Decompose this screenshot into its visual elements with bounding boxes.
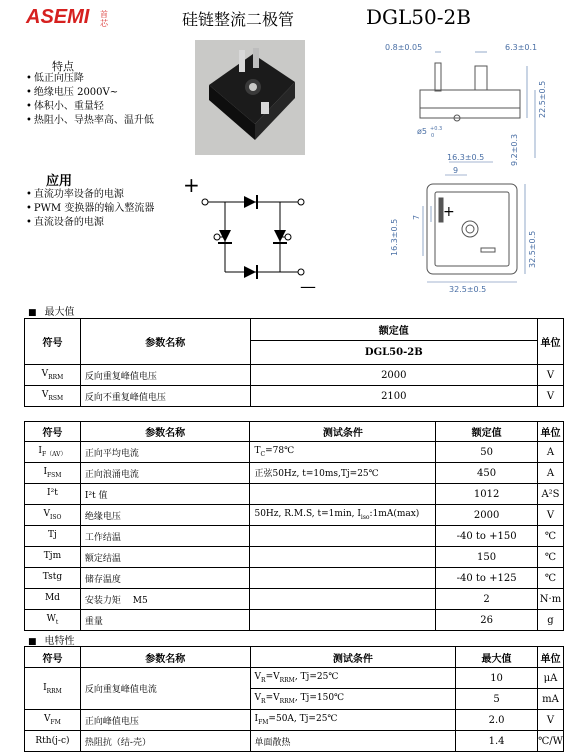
table-row xyxy=(25,463,564,484)
param-name: 热阻抗（结-壳） xyxy=(80,731,250,752)
param-value: 1012 xyxy=(436,484,538,505)
param-value: 2.0 xyxy=(456,710,538,731)
table-row xyxy=(25,505,564,526)
col-unit: 单位 xyxy=(537,647,563,668)
param-symbol: $I_{F(AV)}$ xyxy=(25,442,81,463)
package-dimension-drawing xyxy=(375,38,570,298)
param-value: 450 xyxy=(436,463,538,484)
param-symbol: Rth(j-c) xyxy=(25,731,81,752)
param-unit: V xyxy=(538,386,564,407)
param-name: 安装力矩 M5 xyxy=(80,589,250,610)
brand-logo-cn: 首芯 xyxy=(100,10,108,28)
electrical-section-title: ■ 电特性 xyxy=(28,632,75,647)
table-row: $V_{RSM}$ 反向不重复峰值电压 2100 V xyxy=(25,386,564,407)
param-name: I²t 值 xyxy=(80,484,250,505)
param-symbol: Md xyxy=(25,589,81,610)
table-row: $I_{RRM}$ 反向重复峰值电流 $V_R=V_{RRM}$, Tj=25℃ 10 μA xyxy=(25,668,564,689)
part-number: DGL50-2B xyxy=(366,5,471,29)
param-value: -40 to +150 xyxy=(436,526,538,547)
col-unit: 单位 xyxy=(538,319,564,365)
dim-hole: ø5 xyxy=(417,127,427,136)
table-row xyxy=(25,568,564,589)
col-param: 参数名称 xyxy=(80,422,250,442)
max-ratings-section-title: ■ 最大值 xyxy=(28,303,75,318)
param-unit: μA xyxy=(537,668,563,689)
features-list xyxy=(26,72,154,128)
dim-hole-tol-top: +0.3 xyxy=(430,126,443,132)
application-item: • PWM 变换器的输入整流器 xyxy=(26,202,154,216)
dim-lead-thickness: 0.8±0.05 xyxy=(385,43,423,52)
max-ratings-table xyxy=(24,318,564,407)
param-value: 2000 xyxy=(436,505,538,526)
brand-logo: ASEMI xyxy=(26,6,90,28)
param-condition xyxy=(250,589,436,610)
dim-body-height: 22.5±0.5 xyxy=(538,80,547,118)
param-symbol: I²t xyxy=(25,484,81,505)
param-unit: ℃ xyxy=(537,568,563,589)
param-value: 5 xyxy=(456,689,538,710)
param-name: 正向浪涌电流 xyxy=(80,463,250,484)
param-unit: mA xyxy=(537,689,563,710)
param-condition: 正弦50Hz, t=10ms,Tj=25℃ xyxy=(250,463,436,484)
feature-item: • 体积小、重量轻 xyxy=(26,100,154,114)
product-photo xyxy=(195,40,305,155)
feature-item: • 绝缘电压 2000V~ xyxy=(26,86,154,100)
param-unit: g xyxy=(537,610,563,631)
table-row: $V_{RRM}$ 反向重复峰值电压 2000 V xyxy=(25,365,564,386)
param-name: 反向重复峰值电压 xyxy=(80,365,250,386)
col-unit: 单位 xyxy=(537,422,563,442)
plus-terminal-label: + xyxy=(183,173,200,197)
feature-item: • 低正向压降 xyxy=(26,72,154,86)
param-condition xyxy=(250,484,436,505)
col-param: 参数名称 xyxy=(80,647,250,668)
param-name: 额定结温 xyxy=(80,547,250,568)
col-part: DGL50-2B xyxy=(250,341,537,365)
param-symbol: Tj xyxy=(25,526,81,547)
applications-heading: 应用 xyxy=(46,174,73,189)
col-symbol: 符号 xyxy=(25,647,81,668)
param-name: 正向平均电流 xyxy=(80,442,250,463)
param-condition xyxy=(250,610,436,631)
applications-list xyxy=(26,188,154,230)
param-unit: V xyxy=(537,505,563,526)
param-value: 26 xyxy=(436,610,538,631)
dim-lead-width: 6.3±0.1 xyxy=(505,43,538,52)
document-title: 硅链整流二极管 xyxy=(182,10,295,29)
application-item: • 直流设备的电源 xyxy=(26,216,154,230)
table-row xyxy=(25,610,564,631)
features-heading: 特点 xyxy=(52,60,74,73)
param-condition: 单面散热 xyxy=(250,731,456,752)
dim-top-width: 16.3±0.5 xyxy=(447,153,485,162)
param-value: 10 xyxy=(456,668,538,689)
col-rated: 额定值 xyxy=(436,422,538,442)
table-row xyxy=(25,547,564,568)
param-condition: 50Hz, R.M.S, t=1min, $I_{iso}:1mA(\max)$ xyxy=(250,505,436,526)
col-condition: 测试条件 xyxy=(250,647,456,668)
param-name: 工作结温 xyxy=(80,526,250,547)
param-name: 重量 xyxy=(80,610,250,631)
svg-text:+: + xyxy=(443,204,455,220)
param-symbol: $V_{ISO}$ xyxy=(25,505,81,526)
col-max: 最大值 xyxy=(456,647,538,668)
param-symbol: $W_t$ xyxy=(25,610,81,631)
application-item: • 直流功率设备的电源 xyxy=(26,188,154,202)
dim-package-width: 32.5±0.5 xyxy=(449,285,487,294)
minus-terminal-label: — xyxy=(300,277,316,296)
param-value: 2100 xyxy=(250,386,537,407)
param-unit: A xyxy=(537,463,563,484)
param-value: 50 xyxy=(436,442,538,463)
bridge-circuit-diagram xyxy=(180,172,330,297)
param-unit: ℃ xyxy=(537,547,563,568)
param-name: 绝缘电压 xyxy=(80,505,250,526)
param-condition xyxy=(250,526,436,547)
col-symbol: 符号 xyxy=(25,422,81,442)
param-value: 1.4 xyxy=(456,731,538,752)
dim-pin-small: 7 xyxy=(412,214,421,220)
electrical-table xyxy=(24,646,564,752)
dim-package-height: 32.5±0.5 xyxy=(528,230,537,268)
table-row: $V_R=V_{RRM}$, Tj=150℃ 5 mA xyxy=(25,689,564,710)
table-row xyxy=(25,589,564,610)
param-symbol: Tstg xyxy=(25,568,81,589)
param-condition xyxy=(250,568,436,589)
param-unit: N·m xyxy=(537,589,563,610)
param-value: 2 xyxy=(436,589,538,610)
param-condition: $T_C=78℃$ xyxy=(250,442,436,463)
col-symbol: 符号 xyxy=(25,319,81,365)
dim-pin-offset: 9 xyxy=(453,166,459,175)
param-unit: A xyxy=(537,442,563,463)
param-unit: V xyxy=(538,365,564,386)
dim-side-height: 16.3±0.5 xyxy=(390,218,399,256)
param-value: -40 to +125 xyxy=(436,568,538,589)
param-unit: V xyxy=(537,710,563,731)
table-row: $V_{FM}$ 正向峰值电压 $I_{FM}=50A$, Tj=25℃ 2.0 V xyxy=(25,710,564,731)
dim-hole-tol-bot: 0 xyxy=(431,133,435,139)
param-value: 150 xyxy=(436,547,538,568)
table-row xyxy=(25,731,564,752)
param-symbol: $I_{FSM}$ xyxy=(25,463,81,484)
col-condition: 测试条件 xyxy=(250,422,436,442)
param-name: 正向峰值电压 xyxy=(80,710,250,731)
ratings-table xyxy=(24,421,564,631)
param-name: 反向重复峰值电流 xyxy=(80,668,250,710)
param-unit: A²S xyxy=(537,484,563,505)
col-param: 参数名称 xyxy=(80,319,250,365)
table-row xyxy=(25,526,564,547)
param-unit: ℃/W xyxy=(537,731,563,752)
table-row xyxy=(25,442,564,463)
param-name: 反向不重复峰值电压 xyxy=(80,386,250,407)
dim-base-height: 9.2±0.3 xyxy=(510,133,519,166)
feature-item: • 热阻小、导热率高、温升低 xyxy=(26,114,154,128)
param-unit: ℃ xyxy=(537,526,563,547)
param-symbol: Tjm xyxy=(25,547,81,568)
param-condition xyxy=(250,547,436,568)
param-name: 储存温度 xyxy=(80,568,250,589)
table-row xyxy=(25,484,564,505)
param-value: 2000 xyxy=(250,365,537,386)
col-rated: 额定值 xyxy=(250,319,537,341)
